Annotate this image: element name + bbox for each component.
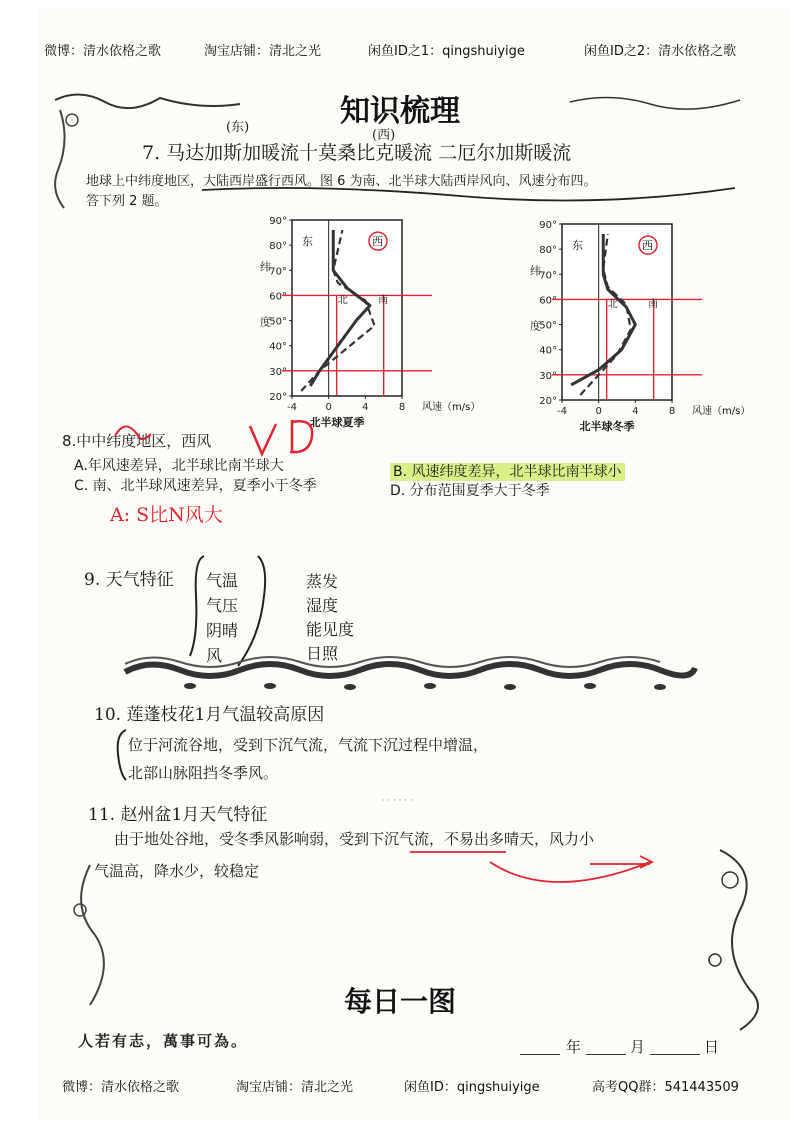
q11-line2: 气温高，降水少，较稳定 (94, 862, 260, 880)
date-day-label: 日 (704, 1038, 720, 1056)
date-line (520, 1036, 720, 1058)
footer-xianyu: 闲鱼ID：qingshuiyige (404, 1080, 540, 1095)
q7-handwritten-note: 7. 马达加斯加暖流十莫桑比克暖流 二厄尔加斯暖流 (142, 142, 572, 164)
q8-option-c: C. 南、北半球风速差异，夏季小于冬季 (74, 478, 317, 494)
x-tick-label: 8 (668, 406, 676, 417)
region-label-north: 北 (607, 298, 618, 310)
region-label-south: 南 (648, 298, 659, 310)
footer-taobao: 淘宝店铺：清北之光 (236, 1080, 354, 1095)
x-tick-label: 0 (325, 402, 332, 413)
region-label-west: 西 (372, 235, 383, 249)
y-tick-label: 80° (269, 241, 287, 253)
x-axis-label: 风速（m/s） (692, 406, 751, 417)
y-axis-label: 度 (530, 319, 541, 333)
y-tick-label: 30° (269, 366, 287, 378)
y-tick-label: 20° (539, 396, 557, 407)
weather-item: 气温 (206, 571, 239, 590)
header-xianyu-1: 闲鱼ID之1：qingshuiyige (368, 44, 525, 59)
y-tick-label: 50° (539, 320, 557, 332)
q9-label: 9. 天气特征 (84, 570, 174, 590)
region-label-south: 南 (378, 294, 389, 306)
region-label-east: 东 (302, 235, 313, 249)
region-label-north: 北 (337, 294, 348, 306)
q10-title: 10. 莲蓬枝花1月气温较高原因 (94, 705, 325, 725)
x-tick-label: 0 (595, 406, 602, 417)
footer-qq: 高考QQ群：541443509 (592, 1080, 739, 1095)
weather-col2 (306, 570, 354, 666)
x-tick-label: -4 (287, 402, 297, 413)
q10-line2: 北部山脉阻挡冬季风。 (128, 764, 279, 782)
y-axis-label: 度 (260, 315, 271, 329)
y-axis-label: 纬 (530, 264, 541, 278)
question-intro-line2: 答下列 2 题。 (86, 194, 168, 209)
x-axis-label: 风速（m/s） (422, 402, 481, 413)
q10-line1: 位于河流谷地，受到下沉气流，气流下沉过程中增温， (128, 736, 489, 754)
date-month-label: 月 (630, 1038, 646, 1056)
daily-title: 每日一图 (343, 985, 456, 1018)
header-xianyu-2: 闲鱼ID之2：清水依格之歌 (584, 44, 737, 59)
weather-item: 蒸发 (306, 572, 339, 591)
chart-title: 北半球夏季 (309, 416, 365, 429)
x-tick-label: 4 (362, 402, 369, 413)
q11-line1: 由于地处谷地，受冬季风影响弱，受到下沉气流，不易出多晴天，风力小 (114, 830, 595, 848)
chart-summer (250, 212, 481, 432)
region-label-east: 东 (572, 239, 583, 253)
x-tick-label: 8 (398, 402, 406, 413)
weather-item: 能见度 (306, 620, 355, 639)
y-axis-label: 纬 (260, 260, 271, 274)
y-tick-label: 80° (539, 245, 557, 257)
x-tick-label: 4 (632, 406, 639, 417)
chart-winter (520, 216, 751, 436)
weather-item: 气压 (206, 596, 239, 615)
underline-stroke (200, 176, 740, 206)
q8-option-d: D. 分布范围夏季大于冬季 (390, 483, 550, 499)
y-tick-label: 40° (269, 341, 287, 353)
bleed-through-text: ······ (380, 790, 415, 811)
y-tick-label: 30° (539, 370, 557, 382)
q8-option-a: A.年风速差异，北半球比南半球大 (74, 458, 284, 474)
weather-item: 阴晴 (206, 621, 239, 640)
footer-weibo: 微博：清水依格之歌 (62, 1080, 180, 1095)
section-title: 知识梳理 (340, 94, 460, 129)
y-tick-label: 50° (269, 316, 287, 328)
y-tick-label: 60° (539, 295, 557, 307)
q7-annotation-west: (西) (372, 128, 396, 143)
y-tick-label: 70° (539, 270, 557, 282)
y-tick-label: 20° (269, 392, 287, 403)
y-tick-label: 60° (269, 291, 287, 303)
chart-title: 北半球冬季 (579, 420, 635, 433)
q7-annotation-east: (东) (226, 120, 250, 135)
y-tick-label: 70° (269, 266, 287, 278)
q8-red-marks (60, 412, 320, 454)
y-tick-label: 40° (539, 345, 557, 357)
question-intro-line1: 地球上中纬度地区，大陆西岸盛行西风。图 6 为南、北半球大陆西岸风向、风速分布四。 (86, 174, 597, 189)
region-label-west: 西 (642, 239, 653, 253)
q8-option-b: B. 风速纬度差异，北半球比南半球小 (390, 461, 625, 481)
date-year-label: 年 (566, 1038, 582, 1056)
header-weibo: 微博：清水依格之歌 (44, 44, 162, 59)
weather-item: 湿度 (306, 596, 339, 615)
q11-title: 11. 赵州盆1月天气特征 (88, 805, 268, 825)
q8-stem: 8.中中纬度地区，西风 (62, 432, 212, 450)
motto: 人若有志，萬事可為。 (78, 1032, 249, 1050)
q11-red-marks (400, 846, 700, 896)
y-tick-label: 90° (539, 220, 557, 231)
weather-item: 风 (206, 646, 223, 665)
weather-item: 日照 (306, 644, 339, 663)
x-tick-label: -4 (557, 406, 567, 417)
weather-col1 (206, 568, 238, 668)
y-tick-label: 90° (269, 216, 287, 227)
q8-handwritten-answer: A: S比N风大 (110, 504, 223, 526)
wavy-divider (120, 654, 700, 698)
header-taobao: 淘宝店铺：清北之光 (204, 44, 322, 59)
